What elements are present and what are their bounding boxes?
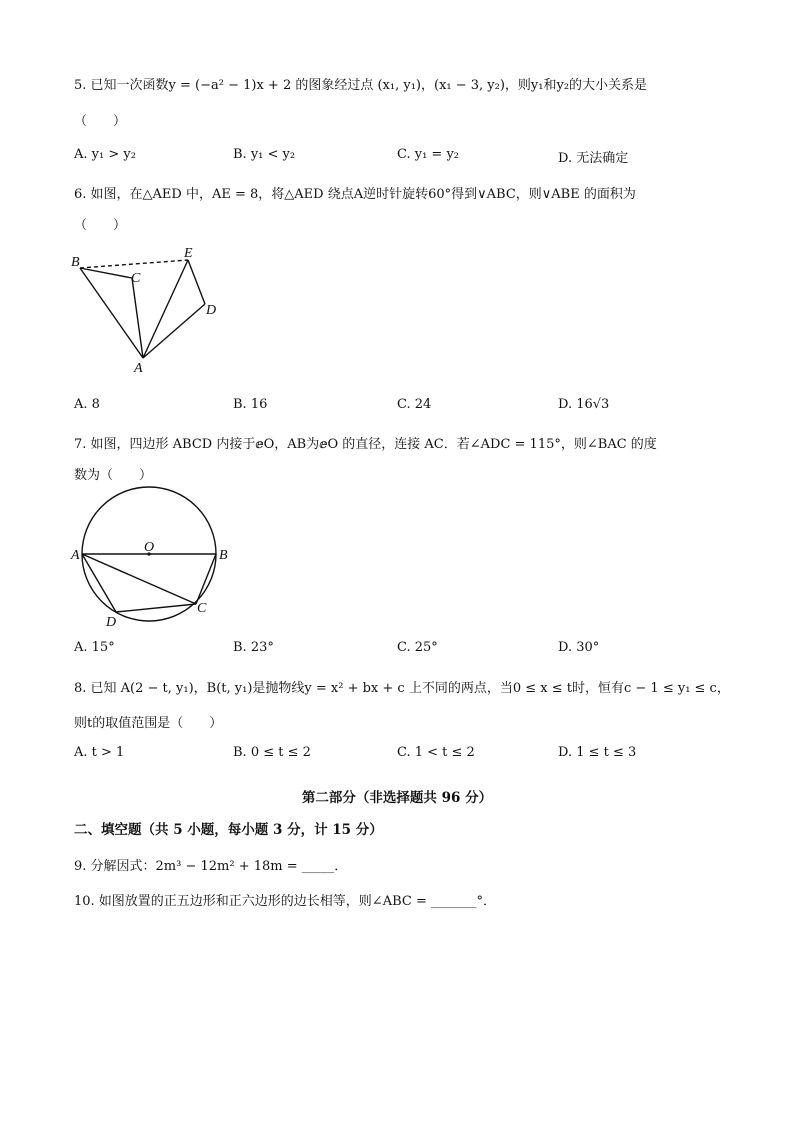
q7-option-c: C. 25° — [397, 640, 438, 655]
q7-text: 7. 如图，四边形 ABCD 内接于ⅇO，AB为ⅇO 的直径，连接 AC．若∠ADC = 115°，则∠BAC 的度 — [74, 437, 657, 452]
q6-segment-be — [80, 260, 188, 268]
part2-heading: 第二部分（非选择题共 96 分） — [301, 790, 493, 806]
q8-option-d: D. 1 ≤ t ≤ 3 — [558, 745, 637, 760]
q6-label-b: B — [71, 255, 80, 270]
q7-segment-ac — [82, 554, 196, 604]
q6-text: 6. 如图，在△AED 中，AE = 8，将△AED 绕点A逆时针旋转60°得到∨ABC，则∨ABE 的面积为 — [74, 187, 636, 202]
q6-label-a: A — [134, 361, 143, 376]
q7-option-d: D. 30° — [558, 640, 600, 655]
q7-segment-ad — [82, 554, 116, 612]
q6-segment-da — [143, 304, 205, 358]
q6-option-b: B. 16 — [233, 397, 268, 412]
q6-label-d: D — [206, 303, 217, 318]
q6-paren: （ ） — [74, 218, 127, 233]
q7-label-o: O — [144, 540, 155, 555]
q7-text-continued: 数为（ ） — [74, 468, 153, 483]
q6-segment-bc — [80, 268, 132, 278]
q6-option-a: A. 8 — [74, 397, 100, 412]
q5-option-c: C. y₁ = y₂ — [397, 147, 460, 162]
q7-label-a: A — [71, 548, 80, 563]
q7-segment-cb — [196, 554, 216, 604]
q10-text: 10. 如图放置的正五边形和正六边形的边长相等，则∠ABC = _______°． — [74, 894, 496, 909]
q7-label-d: D — [106, 615, 117, 630]
q6-figure — [66, 246, 226, 376]
q6-option-d: D. 16√3 — [558, 397, 610, 412]
q6-label-e: E — [184, 246, 193, 261]
q8-text: 8. 已知 A(2 − t, y₁)，B(t, y₁)是抛物线y = x² + bx + c 上不同的两点，当0 ≤ x ≤ t时，恒有c − 1 ≤ y₁ ≤ c， — [74, 681, 730, 696]
q6-segment-ea — [143, 260, 188, 358]
q7-option-a: A. 15° — [74, 640, 115, 655]
q7-figure — [66, 484, 236, 634]
q5-paren: （ ） — [74, 114, 127, 129]
q7-label-b: B — [219, 548, 228, 563]
q5-option-b: B. y₁ < y₂ — [233, 147, 296, 162]
q5-option-a: A. y₁ > y₂ — [74, 147, 136, 162]
section2-heading: 二、填空题（共 5 小题，每小题 3 分，计 15 分） — [74, 822, 383, 838]
q8-option-a: A. t > 1 — [74, 745, 125, 760]
q5-text: 5. 已知一次函数y = (−a² − 1)x + 2 的图象经过点 (x₁, y₁)，(x₁ − 3, y₂)，则y₁和y₂的大小关系是 — [74, 78, 648, 93]
q9-text: 9. 分解因式：2m³ − 12m² + 18m = _____． — [74, 859, 348, 874]
q6-segment-ca — [132, 278, 143, 358]
q6-label-c: C — [131, 271, 141, 286]
q7-option-b: B. 23° — [233, 640, 274, 655]
q8-text-continued: 则t的取值范围是（ ） — [74, 716, 223, 731]
q5-option-d: D. 无法确定 — [558, 151, 629, 166]
q6-segment-ed — [188, 260, 205, 304]
q8-option-c: C. 1 < t ≤ 2 — [397, 745, 475, 760]
q8-option-b: B. 0 ≤ t ≤ 2 — [233, 745, 311, 760]
q6-option-c: C. 24 — [397, 397, 432, 412]
q7-label-c: C — [197, 601, 207, 616]
